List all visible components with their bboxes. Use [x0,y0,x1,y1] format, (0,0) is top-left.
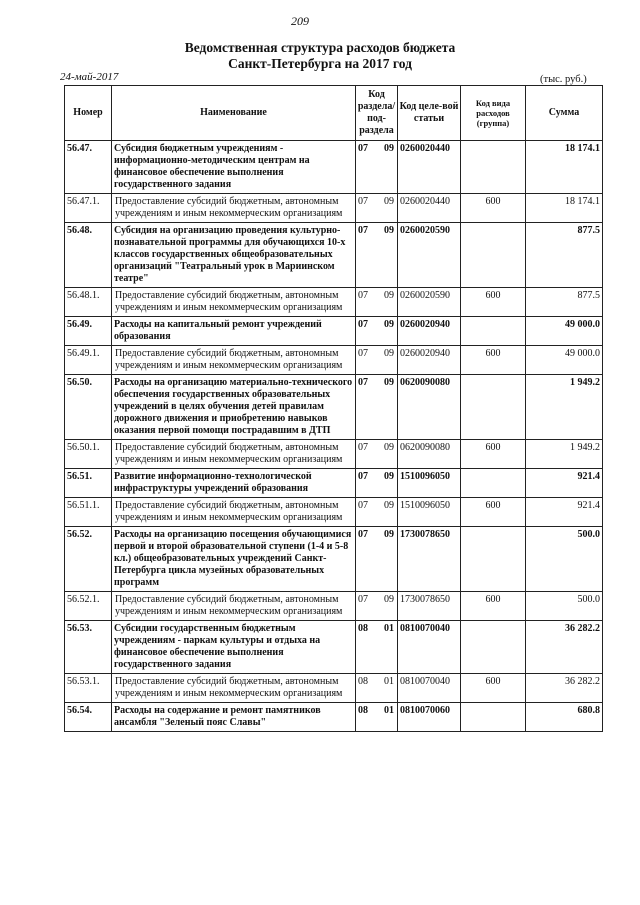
row-sum: 500.0 [526,592,603,621]
row-section-code [356,288,398,317]
row-name: Предоставление субсидий бюджетным, автономным учреждениям и иным некоммерческим организациям [112,674,356,703]
row-section-code [356,375,398,440]
header-number: Номер [65,86,112,141]
row-section-code [356,674,398,703]
table-header-row [65,86,603,141]
subsection-code: 09 [384,529,394,540]
table-row [65,440,603,469]
table-row [65,674,603,703]
row-target-code: 0260020590 [398,288,461,317]
row-name: Предоставление субсидий бюджетным, автономным учреждениям и иным некоммерческим организациям [112,440,356,469]
subsection-code: 09 [384,500,394,511]
row-section-code [356,469,398,498]
subsection-code: 09 [384,594,394,605]
row-sum: 49 000.0 [526,317,603,346]
row-number: 56.50. [65,375,112,440]
title-line-2: Санкт-Петербурга на 2017 год [228,56,412,71]
row-expense-type [461,703,526,732]
header-name: Наименование [112,86,356,141]
row-target-code: 0260020940 [398,317,461,346]
subsection-code: 09 [384,290,394,301]
row-target-code: 1510096050 [398,469,461,498]
row-expense-type: 600 [461,440,526,469]
row-target-code: 0810070040 [398,674,461,703]
subsection-code: 09 [384,196,394,207]
row-sum: 36 282.2 [526,674,603,703]
section-code: 07 [358,225,368,236]
row-target-code: 0620090080 [398,440,461,469]
row-number: 56.48.1. [65,288,112,317]
row-section-code [356,346,398,375]
row-sum: 18 174.1 [526,194,603,223]
table-row [65,592,603,621]
row-target-code: 0260020590 [398,223,461,288]
row-sum: 18 174.1 [526,141,603,194]
row-section-code [356,621,398,674]
row-target-code: 0810070060 [398,703,461,732]
row-name: Расходы на содержание и ремонт памятников ансамбля "Зеленый пояс Славы" [112,703,356,732]
row-section-code [356,223,398,288]
row-name: Расходы на организацию материально-технического обеспечения государственных образовательных учреждений в целях обучения детей правилам дорожного движения и приобретению навыков оказания первой помощи пострадавшим в ДТП [112,375,356,440]
row-expense-type [461,317,526,346]
row-number: 56.52.1. [65,592,112,621]
table-row [65,141,603,194]
row-section-code [356,194,398,223]
row-number: 56.49. [65,317,112,346]
row-section-code [356,141,398,194]
row-expense-type [461,469,526,498]
row-expense-type: 600 [461,194,526,223]
row-number: 56.51.1. [65,498,112,527]
row-number: 56.47.1. [65,194,112,223]
row-sum: 1 949.2 [526,440,603,469]
subsection-code: 01 [384,676,394,687]
row-name: Расходы на капитальный ремонт учреждений образования [112,317,356,346]
section-code: 07 [358,290,368,301]
document-title [0,40,640,72]
row-section-code [356,592,398,621]
subsection-code: 09 [384,319,394,330]
row-name: Развитие информационно-технологической инфраструктуры учреждений образования [112,469,356,498]
row-number: 56.54. [65,703,112,732]
section-code: 07 [358,143,368,154]
row-section-code [356,440,398,469]
table-row [65,375,603,440]
row-section-code [356,317,398,346]
units-label: (тыс. руб.) [540,74,587,85]
subsection-code: 01 [384,705,394,716]
table-row [65,621,603,674]
row-section-code [356,527,398,592]
row-sum: 877.5 [526,223,603,288]
row-target-code: 0620090080 [398,375,461,440]
subsection-code: 09 [384,225,394,236]
row-expense-type [461,141,526,194]
table-row [65,498,603,527]
header-sum: Сумма [526,86,603,141]
row-number: 56.53. [65,621,112,674]
header-expense-type: Код вида расходов (группа) [461,86,526,141]
table-row [65,288,603,317]
row-sum: 921.4 [526,469,603,498]
subsection-code: 09 [384,442,394,453]
row-target-code: 0810070040 [398,621,461,674]
subsection-code: 09 [384,377,394,388]
row-expense-type: 600 [461,498,526,527]
subsection-code: 09 [384,471,394,482]
section-code: 07 [358,196,368,207]
section-code: 07 [358,319,368,330]
row-sum: 921.4 [526,498,603,527]
table-row [65,703,603,732]
row-expense-type [461,527,526,592]
section-code: 07 [358,529,368,540]
section-code: 07 [358,348,368,359]
row-target-code: 1510096050 [398,498,461,527]
subsection-code: 09 [384,143,394,154]
row-name: Предоставление субсидий бюджетным, автономным учреждениям и иным некоммерческим организациям [112,498,356,527]
row-expense-type [461,621,526,674]
section-code: 08 [358,623,368,634]
title-line-1: Ведомственная структура расходов бюджета [184,40,456,55]
row-number: 56.47. [65,141,112,194]
row-number: 56.51. [65,469,112,498]
row-section-code [356,498,398,527]
row-sum: 877.5 [526,288,603,317]
page-number: 209 [291,14,309,28]
row-target-code: 0260020440 [398,141,461,194]
row-name: Субсидия бюджетным учреждениям - информационно-методическим центрам на финансовое обеспечение выполнения государственного задания [112,141,356,194]
row-name: Предоставление субсидий бюджетным, автономным учреждениям и иным некоммерческим организациям [112,288,356,317]
table-body [65,141,603,732]
table-row [65,469,603,498]
section-code: 08 [358,705,368,716]
header-target: Код целе-вой статьи [398,86,461,141]
row-expense-type: 600 [461,592,526,621]
row-expense-type [461,223,526,288]
row-name: Предоставление субсидий бюджетным, автономным учреждениям и иным некоммерческим организациям [112,194,356,223]
document-date: 24-май-2017 [60,71,119,83]
row-section-code [356,703,398,732]
row-sum: 680.8 [526,703,603,732]
row-number: 56.48. [65,223,112,288]
table-row [65,527,603,592]
row-name: Предоставление субсидий бюджетным, автономным учреждениям и иным некоммерческим организациям [112,346,356,375]
row-name: Расходы на организацию посещения обучающимися первой и второй образовательной ступени (1-4 и 5-8 кл.) общеобразовательных учреждений Санкт-Петербурга цикла музейных образовательных программ [112,527,356,592]
row-target-code: 0260020940 [398,346,461,375]
row-name: Субсидии государственным бюджетным учреждениям - паркам культуры и отдыха на финансовое обеспечение выполнения государственного задания [112,621,356,674]
subsection-code: 01 [384,623,394,634]
row-sum: 49 000.0 [526,346,603,375]
section-code: 08 [358,676,368,687]
table-row [65,346,603,375]
table-row [65,223,603,288]
row-number: 56.49.1. [65,346,112,375]
section-code: 07 [358,377,368,388]
row-target-code: 0260020440 [398,194,461,223]
row-number: 56.50.1. [65,440,112,469]
section-code: 07 [358,471,368,482]
row-sum: 36 282.2 [526,621,603,674]
row-sum: 1 949.2 [526,375,603,440]
section-code: 07 [358,500,368,511]
section-code: 07 [358,442,368,453]
row-expense-type [461,375,526,440]
row-number: 56.53.1. [65,674,112,703]
table-row [65,194,603,223]
table-row [65,317,603,346]
row-expense-type: 600 [461,674,526,703]
row-expense-type: 600 [461,346,526,375]
budget-table [64,85,603,732]
row-number: 56.52. [65,527,112,592]
row-target-code: 1730078650 [398,592,461,621]
row-target-code: 1730078650 [398,527,461,592]
header-section: Код раздела/ под-раздела [356,86,398,141]
row-name: Предоставление субсидий бюджетным, автономным учреждениям и иным некоммерческим организациям [112,592,356,621]
section-code: 07 [358,594,368,605]
row-expense-type: 600 [461,288,526,317]
row-name: Субсидия на организацию проведения культурно-познавательной программы для обучающихся 10-х классов государственных общеобразовательных организаций "Театральный урок в Мариинском театре" [112,223,356,288]
subsection-code: 09 [384,348,394,359]
row-sum: 500.0 [526,527,603,592]
